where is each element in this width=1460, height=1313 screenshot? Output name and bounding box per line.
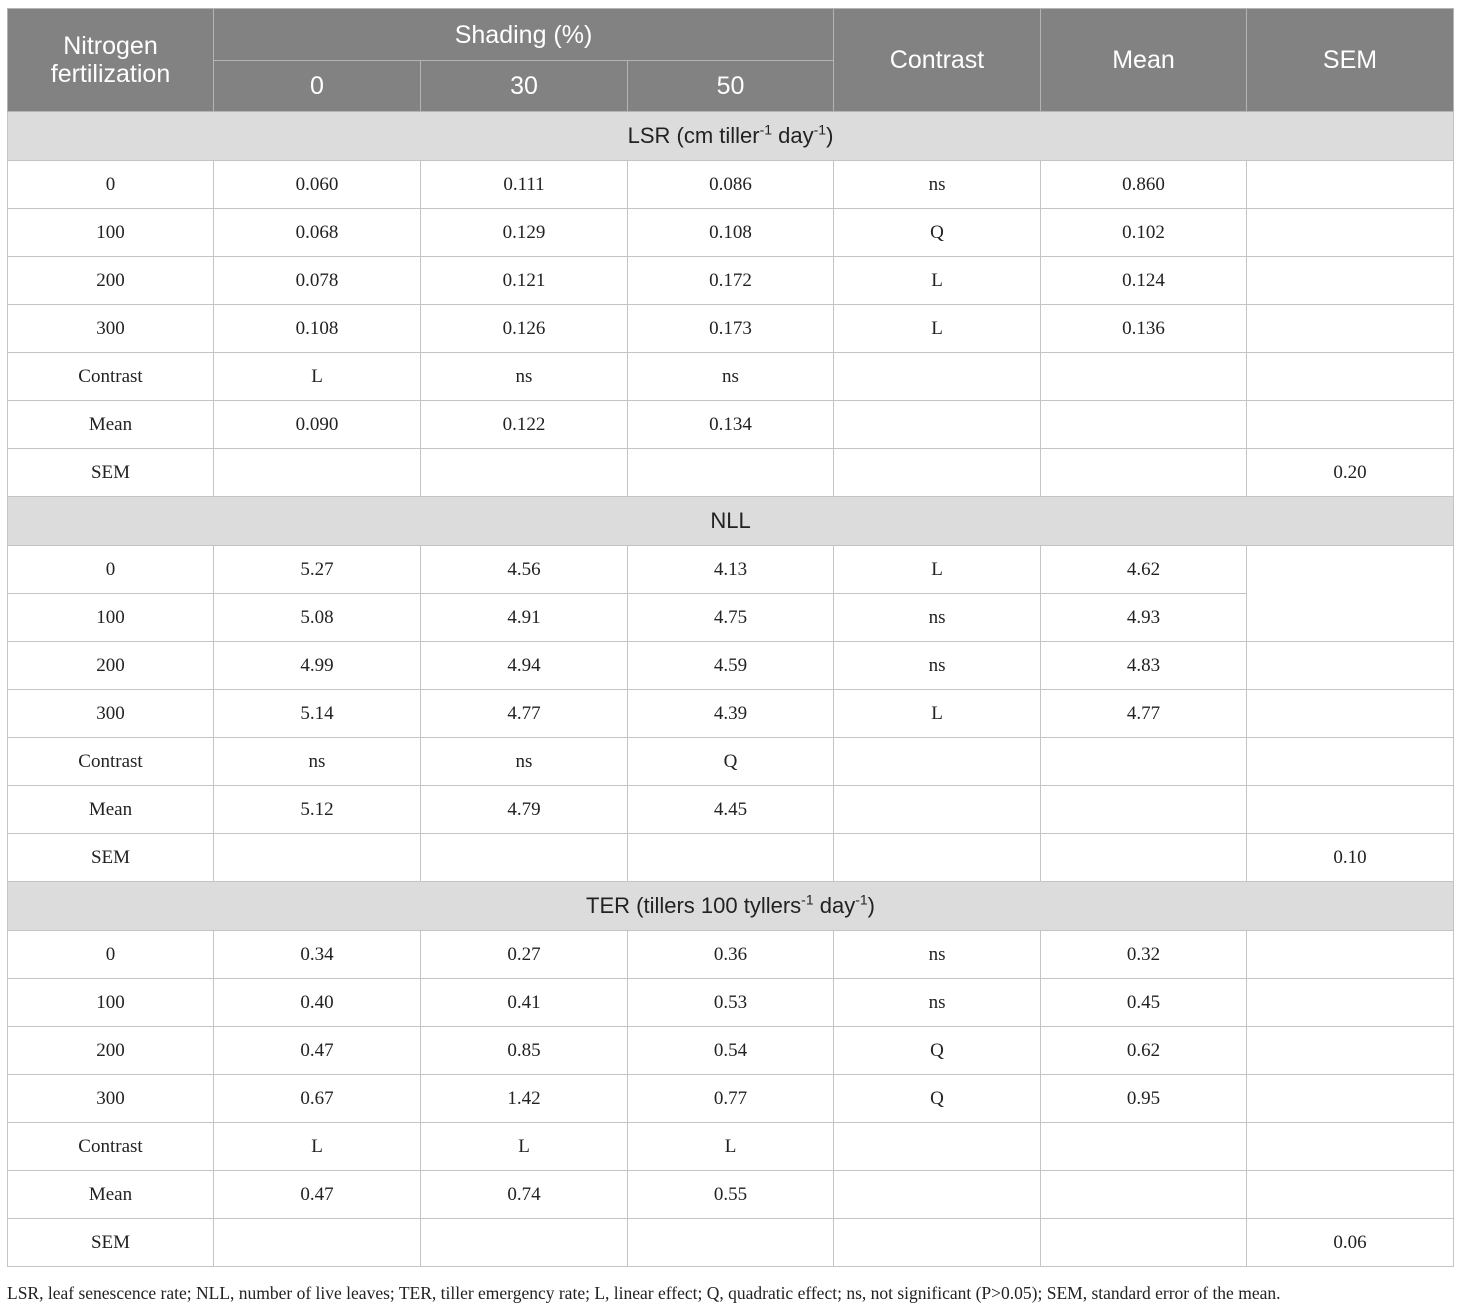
contrast-value — [834, 449, 1041, 497]
shading-0-value: 0.108 — [214, 305, 421, 353]
contrast-value: L — [834, 305, 1041, 353]
shading-50-value: 0.108 — [628, 209, 834, 257]
section-title-superscript: -1 — [813, 121, 827, 138]
row-label: SEM — [8, 449, 214, 497]
sem-value — [1247, 257, 1454, 305]
sem-value — [1247, 642, 1454, 690]
shading-0-value: 0.068 — [214, 209, 421, 257]
header-contrast: Contrast — [834, 9, 1041, 112]
mean-value: 0.136 — [1041, 305, 1247, 353]
contrast-value: L — [834, 690, 1041, 738]
row-label: 0 — [8, 161, 214, 209]
contrast-value: ns — [834, 931, 1041, 979]
section-header-row — [8, 497, 1454, 546]
sem-value: 0.06 — [1247, 1219, 1454, 1267]
table-row — [8, 738, 1454, 786]
sem-value — [1247, 161, 1454, 209]
section-title — [8, 497, 1454, 546]
shading-30-value: 4.94 — [421, 642, 628, 690]
shading-50-value: 4.59 — [628, 642, 834, 690]
row-label: 0 — [8, 546, 214, 594]
row-label: 200 — [8, 642, 214, 690]
table-row — [8, 931, 1454, 979]
table-row — [8, 690, 1454, 738]
table-row — [8, 546, 1454, 594]
shading-0-value: 0.060 — [214, 161, 421, 209]
contrast-value: ns — [834, 979, 1041, 1027]
shading-50-value: 0.36 — [628, 931, 834, 979]
contrast-value: L — [834, 257, 1041, 305]
sem-value — [1247, 305, 1454, 353]
shading-0-value: 0.40 — [214, 979, 421, 1027]
shading-0-value: 0.47 — [214, 1027, 421, 1075]
shading-50-value: 4.39 — [628, 690, 834, 738]
shading-0-value: ns — [214, 738, 421, 786]
shading-0-value: 5.08 — [214, 594, 421, 642]
mean-value — [1041, 353, 1247, 401]
shading-50-value: 0.77 — [628, 1075, 834, 1123]
row-label: SEM — [8, 834, 214, 882]
sem-value — [1247, 546, 1454, 642]
sem-value — [1247, 690, 1454, 738]
contrast-value — [834, 786, 1041, 834]
shading-30-value: 4.91 — [421, 594, 628, 642]
row-label: 300 — [8, 1075, 214, 1123]
shading-0-value — [214, 1219, 421, 1267]
table-row — [8, 353, 1454, 401]
row-label: Contrast — [8, 738, 214, 786]
shading-30-value — [421, 834, 628, 882]
shading-50-value — [628, 449, 834, 497]
table-row — [8, 401, 1454, 449]
section-title-main: LSR (cm tiller — [627, 123, 760, 148]
contrast-value: L — [834, 546, 1041, 594]
mean-value — [1041, 1219, 1247, 1267]
shading-50-value: 0.086 — [628, 161, 834, 209]
row-label: 100 — [8, 594, 214, 642]
table-body — [8, 112, 1454, 1267]
shading-50-value — [628, 1219, 834, 1267]
table-row — [8, 1075, 1454, 1123]
shading-30-value: 0.74 — [421, 1171, 628, 1219]
shading-50-value: L — [628, 1123, 834, 1171]
table-row — [8, 979, 1454, 1027]
mean-value — [1041, 786, 1247, 834]
mean-value: 0.860 — [1041, 161, 1247, 209]
shading-0-value: 0.090 — [214, 401, 421, 449]
header-nitrogen-fertilization: Nitrogen fertilization — [8, 9, 214, 112]
shading-0-value: 5.14 — [214, 690, 421, 738]
shading-50-value: ns — [628, 353, 834, 401]
sem-value: 0.20 — [1247, 449, 1454, 497]
shading-0-value: L — [214, 1123, 421, 1171]
mean-value: 0.95 — [1041, 1075, 1247, 1123]
shading-0-value: 5.27 — [214, 546, 421, 594]
shading-50-value: 4.75 — [628, 594, 834, 642]
shading-30-value: 1.42 — [421, 1075, 628, 1123]
sem-value — [1247, 209, 1454, 257]
shading-50-value: 0.173 — [628, 305, 834, 353]
shading-0-value: 0.67 — [214, 1075, 421, 1123]
section-title-main: TER (tillers 100 tyllers — [586, 893, 802, 918]
mean-value: 0.45 — [1041, 979, 1247, 1027]
header-shading: Shading (%) — [214, 9, 834, 61]
sem-value — [1247, 1123, 1454, 1171]
section-title-superscript: -1 — [855, 891, 868, 908]
mean-value: 0.32 — [1041, 931, 1247, 979]
shading-50-value: 4.13 — [628, 546, 834, 594]
mean-value — [1041, 401, 1247, 449]
shading-0-value: 0.47 — [214, 1171, 421, 1219]
sem-value — [1247, 738, 1454, 786]
table-footnote: LSR, leaf senescence rate; NLL, number of live leaves; TER, tiller emergency rate; L, linear effect; Q, quadratic effect; ns, not significant (P>0.05); SEM, standard error of the mean. — [7, 1283, 1281, 1303]
mean-value: 4.77 — [1041, 690, 1247, 738]
shading-50-value: 0.55 — [628, 1171, 834, 1219]
contrast-value: ns — [834, 594, 1041, 642]
contrast-value — [834, 1123, 1041, 1171]
table-row — [8, 642, 1454, 690]
table-row — [8, 305, 1454, 353]
contrast-value — [834, 1219, 1041, 1267]
shading-0-value: 5.12 — [214, 786, 421, 834]
shading-0-value: 0.34 — [214, 931, 421, 979]
mean-value: 4.83 — [1041, 642, 1247, 690]
shading-50-value — [628, 834, 834, 882]
shading-30-value: 4.56 — [421, 546, 628, 594]
sem-value — [1247, 1027, 1454, 1075]
contrast-value — [834, 834, 1041, 882]
contrast-value: Q — [834, 209, 1041, 257]
shading-50-value: 0.53 — [628, 979, 834, 1027]
table-row — [8, 1027, 1454, 1075]
mean-value: 0.62 — [1041, 1027, 1247, 1075]
section-title — [8, 882, 1454, 931]
header-shading-30: 30 — [421, 61, 628, 112]
shading-30-value: 0.129 — [421, 209, 628, 257]
contrast-value — [834, 353, 1041, 401]
row-label: Contrast — [8, 353, 214, 401]
header-shading-0: 0 — [214, 61, 421, 112]
table-row — [8, 1123, 1454, 1171]
shading-30-value: ns — [421, 353, 628, 401]
row-label: Mean — [8, 401, 214, 449]
mean-value — [1041, 834, 1247, 882]
row-label: 300 — [8, 690, 214, 738]
shading-30-value: 0.126 — [421, 305, 628, 353]
shading-30-value — [421, 1219, 628, 1267]
shading-30-value — [421, 449, 628, 497]
header-shading-50: 50 — [628, 61, 834, 112]
contrast-value: ns — [834, 161, 1041, 209]
mean-value — [1041, 738, 1247, 786]
row-label: 300 — [8, 305, 214, 353]
sem-value — [1247, 1075, 1454, 1123]
shading-30-value: 4.77 — [421, 690, 628, 738]
table-row — [8, 257, 1454, 305]
shading-0-value: 4.99 — [214, 642, 421, 690]
sem-value — [1247, 1171, 1454, 1219]
mean-value — [1041, 1123, 1247, 1171]
table-row — [8, 594, 1454, 642]
mean-value: 0.124 — [1041, 257, 1247, 305]
shading-0-value — [214, 834, 421, 882]
row-label: 200 — [8, 1027, 214, 1075]
mean-value: 0.102 — [1041, 209, 1247, 257]
shading-50-value: 4.45 — [628, 786, 834, 834]
sem-value — [1247, 401, 1454, 449]
shading-50-value: 0.134 — [628, 401, 834, 449]
shading-50-value: 0.54 — [628, 1027, 834, 1075]
table-row — [8, 1219, 1454, 1267]
shading-30-value: L — [421, 1123, 628, 1171]
results-table — [7, 8, 1454, 1267]
shading-30-value: 4.79 — [421, 786, 628, 834]
row-label: Mean — [8, 786, 214, 834]
section-header-row — [8, 882, 1454, 931]
sem-value: 0.10 — [1247, 834, 1454, 882]
table-row — [8, 786, 1454, 834]
row-label: 100 — [8, 209, 214, 257]
row-label: SEM — [8, 1219, 214, 1267]
sem-value — [1247, 786, 1454, 834]
contrast-value: Q — [834, 1075, 1041, 1123]
contrast-value — [834, 1171, 1041, 1219]
table-header — [8, 9, 1454, 112]
row-label: 200 — [8, 257, 214, 305]
section-title-end: ) — [826, 123, 834, 148]
section-title-main: NLL — [710, 508, 751, 533]
shading-30-value: 0.121 — [421, 257, 628, 305]
table-row — [8, 161, 1454, 209]
section-title-superscript: -1 — [801, 891, 814, 908]
mean-value — [1041, 1171, 1247, 1219]
table-row — [8, 1171, 1454, 1219]
header-mean: Mean — [1041, 9, 1247, 112]
shading-30-value: 0.111 — [421, 161, 628, 209]
table-row — [8, 449, 1454, 497]
shading-50-value: Q — [628, 738, 834, 786]
section-title-middle: day — [813, 893, 856, 918]
row-label: Mean — [8, 1171, 214, 1219]
section-title — [8, 112, 1454, 161]
mean-value: 4.62 — [1041, 546, 1247, 594]
sem-value — [1247, 353, 1454, 401]
sem-value — [1247, 931, 1454, 979]
header-sem: SEM — [1247, 9, 1454, 112]
section-title-end: ) — [867, 893, 875, 918]
row-label: 100 — [8, 979, 214, 1027]
shading-50-value: 0.172 — [628, 257, 834, 305]
shading-0-value — [214, 449, 421, 497]
shading-30-value: 0.122 — [421, 401, 628, 449]
contrast-value — [834, 738, 1041, 786]
sem-value — [1247, 979, 1454, 1027]
shading-30-value: ns — [421, 738, 628, 786]
mean-value: 4.93 — [1041, 594, 1247, 642]
contrast-value — [834, 401, 1041, 449]
shading-0-value: 0.078 — [214, 257, 421, 305]
shading-30-value: 0.27 — [421, 931, 628, 979]
row-label: 0 — [8, 931, 214, 979]
contrast-value: Q — [834, 1027, 1041, 1075]
results-table-container — [7, 8, 1453, 1267]
table-row — [8, 209, 1454, 257]
row-label: Contrast — [8, 1123, 214, 1171]
shading-0-value: L — [214, 353, 421, 401]
table-row — [8, 834, 1454, 882]
shading-30-value: 0.85 — [421, 1027, 628, 1075]
section-title-middle: day — [772, 123, 814, 148]
mean-value — [1041, 449, 1247, 497]
contrast-value: ns — [834, 642, 1041, 690]
shading-30-value: 0.41 — [421, 979, 628, 1027]
section-header-row — [8, 112, 1454, 161]
section-title-superscript: -1 — [759, 121, 773, 138]
